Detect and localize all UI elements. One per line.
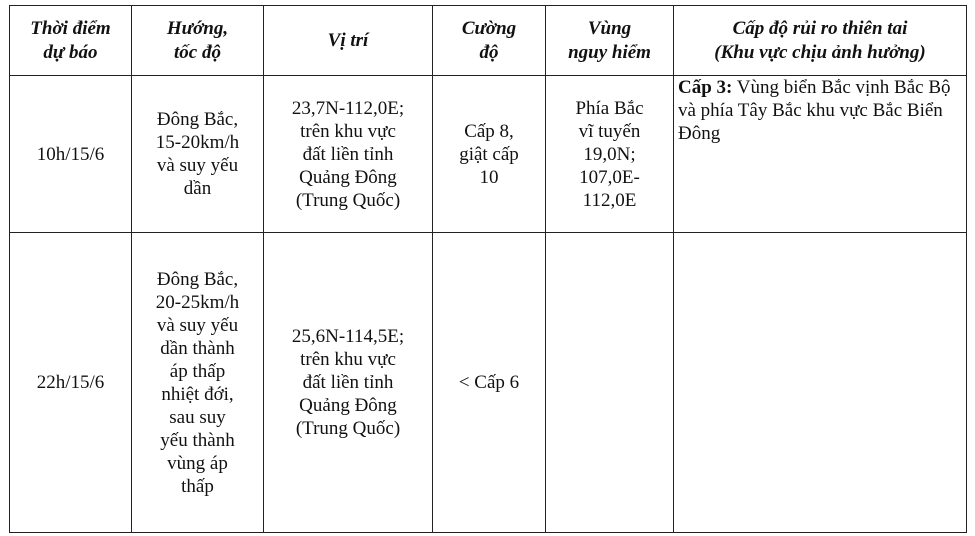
cell-risk: [674, 233, 967, 533]
cell-time: 10h/15/6: [10, 76, 132, 233]
header-risk-level: Cấp độ rủi ro thiên tai (Khu vực chịu ảnh hưởng): [674, 6, 967, 76]
header-direction-speed: Hướng, tốc độ: [132, 6, 264, 76]
table-row: [10, 76, 967, 233]
cell-danger-zone: Phía Bắc vĩ tuyến 19,0N; 107,0E- 112,0E: [546, 76, 674, 233]
cell-risk: [674, 76, 967, 233]
cell-position: 25,6N-114,5E; trên khu vực đất liền tỉnh Quảng Đông (Trung Quốc): [264, 233, 433, 533]
header-position: Vị trí: [264, 6, 433, 76]
forecast-table: [9, 5, 967, 533]
header-intensity: Cường độ: [433, 6, 546, 76]
header-danger-zone: Vùng nguy hiểm: [546, 6, 674, 76]
cell-intensity: Cấp 8, giật cấp 10: [433, 76, 546, 233]
cell-time: 22h/15/6: [10, 233, 132, 533]
cell-danger-zone: [546, 233, 674, 533]
cell-direction: Đông Bắc, 15-20km/h và suy yếu dần: [132, 76, 264, 233]
cell-direction: Đông Bắc, 20-25km/h và suy yếu dần thành áp thấp nhiệt đới, sau suy yếu thành vùng áp thấp: [132, 233, 264, 533]
table-row: [10, 233, 967, 533]
header-forecast-time: Thời điểm dự báo: [10, 6, 132, 76]
cell-intensity: < Cấp 6: [433, 233, 546, 533]
risk-area-text: Vùng biển Bắc vịnh Bắc Bộ và phía Tây Bắc khu vực Bắc Biển Đông: [678, 77, 951, 144]
table-header-row: [10, 6, 967, 76]
risk-level-label: Cấp 3:: [678, 77, 733, 98]
cell-position: 23,7N-112,0E; trên khu vực đất liền tỉnh Quảng Đông (Trung Quốc): [264, 76, 433, 233]
